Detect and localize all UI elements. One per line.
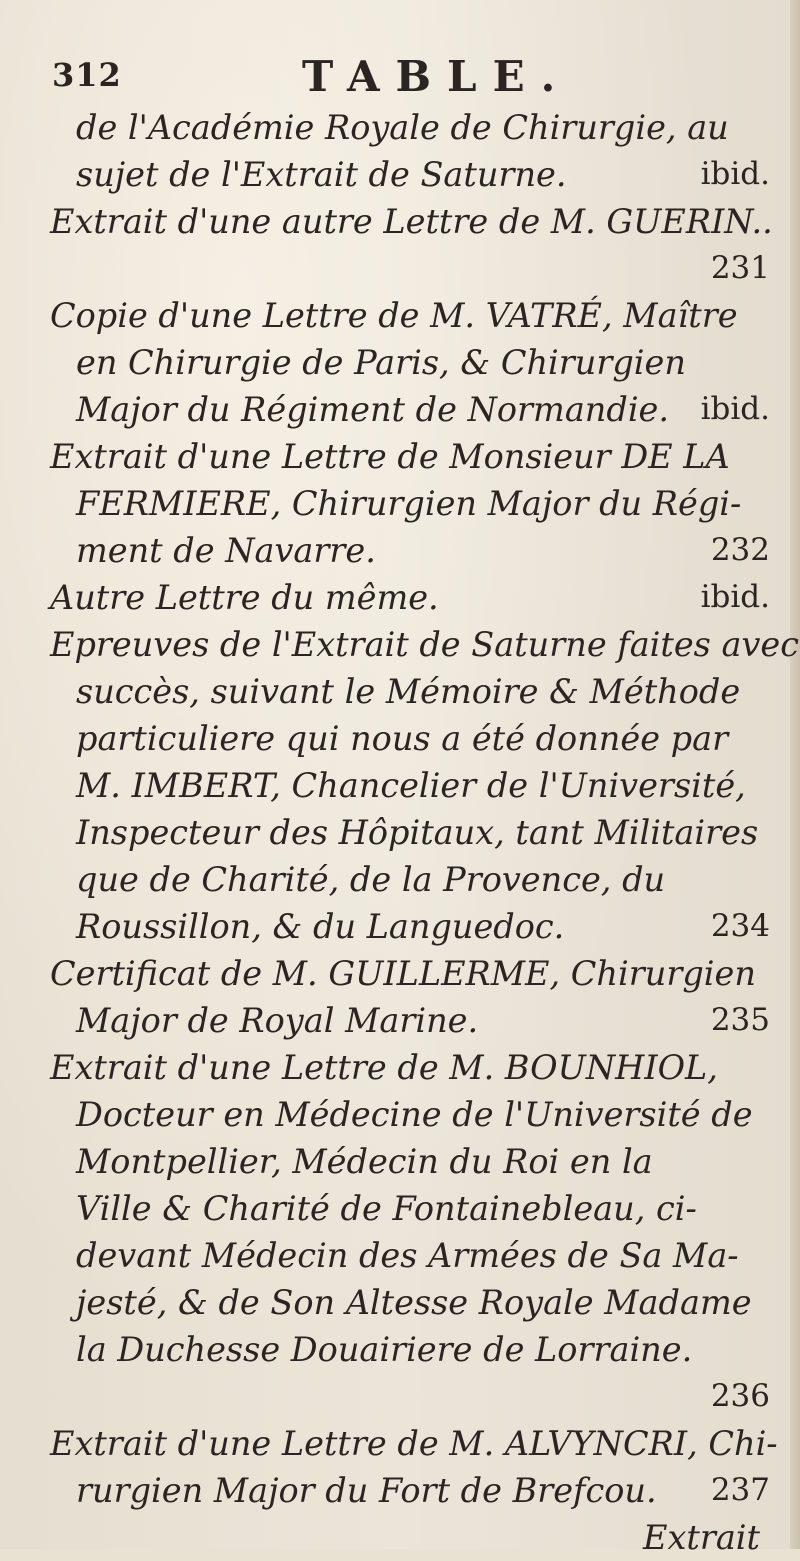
running-title: TABLE.	[302, 52, 572, 101]
toc-line	[50, 1420, 782, 1467]
toc-line-text: Montpellier, Médecin du Roi en la	[76, 1142, 653, 1181]
toc-line-text: Extrait d'une Lettre de Monsieur DE LA	[50, 437, 730, 476]
toc-line	[50, 198, 782, 245]
toc-line	[50, 527, 782, 574]
toc-line	[50, 1138, 782, 1185]
toc-line	[50, 997, 782, 1044]
page-edge	[790, 0, 800, 1549]
toc-line	[50, 1185, 782, 1232]
toc-line	[50, 104, 782, 151]
page-header	[52, 52, 760, 106]
toc-line-text: Extrait d'une autre Lettre de M. GUERIN..	[50, 202, 773, 241]
page-reference: 232	[710, 532, 770, 568]
toc-line	[50, 433, 782, 480]
toc-line	[50, 1279, 782, 1326]
toc-line-text: M. IMBERT, Chancelier de l'Université,	[76, 766, 746, 805]
toc-line-text: la Duchesse Douairiere de Lorraine.	[76, 1330, 693, 1369]
toc-line	[50, 950, 782, 997]
toc-line-text: en Chirurgie de Paris, & Chirurgien	[76, 343, 686, 382]
toc-line-text: que de Charité, de la Provence, du	[76, 860, 666, 899]
page-number: 312	[52, 56, 122, 94]
toc-line-text: Ville & Charité de Fontainebleau, ci-	[76, 1189, 697, 1228]
page-reference: ibid.	[700, 579, 770, 615]
toc-line-text: jesté, & de Son Altesse Royale Madame	[76, 1283, 752, 1322]
toc-line	[50, 245, 782, 292]
toc-line	[50, 1044, 782, 1091]
toc-line	[50, 1091, 782, 1138]
page-reference: 231	[710, 250, 770, 286]
toc-line-text: Epreuves de l'Extrait de Saturne faites avec	[50, 625, 800, 664]
toc-line-text: Roussillon, & du Languedoc.	[76, 907, 565, 946]
toc-line-text: Docteur en Médecine de l'Université de	[76, 1095, 753, 1134]
toc-line	[50, 1232, 782, 1279]
toc-line-text: Major de Royal Marine.	[76, 1001, 479, 1040]
toc-line-text: Autre Lettre du même.	[50, 578, 439, 617]
toc-line-text: Major du Régiment de Normandie.	[76, 390, 670, 429]
page-reference: 236	[710, 1378, 770, 1414]
toc-line	[50, 292, 782, 339]
toc-line	[50, 339, 782, 386]
toc-line	[50, 1467, 782, 1514]
toc-line	[50, 151, 782, 198]
table-of-contents-entries	[50, 104, 800, 1561]
toc-line	[50, 480, 782, 527]
page-reference: ibid.	[700, 156, 770, 192]
catchword-line	[50, 1514, 782, 1561]
toc-line-text: FERMIERE, Chirurgien Major du Régi-	[76, 484, 742, 523]
toc-line	[50, 856, 782, 903]
toc-line	[50, 621, 800, 668]
toc-line-text: de l'Académie Royale de Chirurgie, au	[76, 108, 729, 147]
toc-line	[50, 715, 782, 762]
toc-line	[50, 1326, 782, 1373]
toc-line	[50, 574, 782, 621]
toc-line	[50, 762, 782, 809]
toc-line-text: devant Médecin des Armées de Sa Ma-	[76, 1236, 739, 1275]
toc-line-text: Inspecteur des Hôpitaux, tant Militaires	[76, 813, 759, 852]
page-reference: 234	[710, 908, 770, 944]
toc-line-text: Certificat de M. GUILLERME, Chirurgien	[50, 954, 756, 993]
page-reference: ibid.	[700, 391, 770, 427]
toc-line-text: rurgien Major du Fort de Brefcou.	[76, 1471, 657, 1510]
page-reference: 235	[710, 1002, 770, 1038]
toc-line	[50, 386, 782, 433]
toc-line-text: ment de Navarre.	[76, 531, 376, 570]
toc-line	[50, 1373, 782, 1420]
catchword: Extrait	[643, 1518, 760, 1557]
page-reference: 237	[710, 1472, 770, 1508]
toc-line-text: sujet de l'Extrait de Saturne.	[76, 155, 567, 194]
toc-line	[50, 903, 782, 950]
toc-line	[50, 668, 782, 715]
toc-line-text: succès, suivant le Mémoire & Méthode	[76, 672, 741, 711]
toc-line-text: Extrait d'une Lettre de M. BOUNHIOL,	[50, 1048, 718, 1087]
toc-line-text: particuliere qui nous a été donnée par	[76, 719, 729, 758]
toc-line-text: Extrait d'une Lettre de M. ALVYNCRI, Chi-	[50, 1424, 778, 1463]
toc-line	[50, 809, 782, 856]
toc-line-text: Copie d'une Lettre de M. VATRÉ, Maître	[50, 296, 738, 335]
